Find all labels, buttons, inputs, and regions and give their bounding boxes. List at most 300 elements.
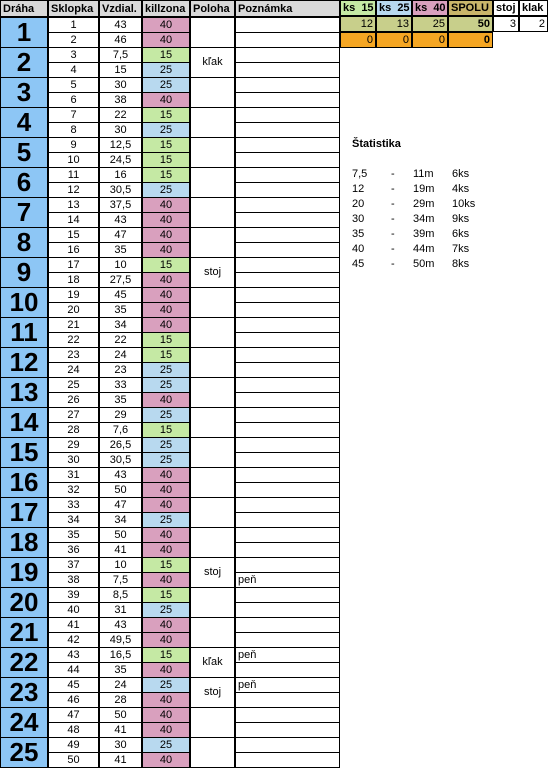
sklopka-cell: 20 [48,302,99,318]
draha-number: 20 [0,587,48,618]
poznamka-cell [235,302,340,318]
vzdial-cell: 10 [99,257,142,273]
stat-to: 50m [413,258,435,270]
sklopka-cell: 24 [48,362,99,378]
poznamka-cell [235,317,340,333]
statistika-title: Štatistika [352,138,401,150]
header-sklopka: Sklopka [48,0,99,17]
draha-number: 11 [0,317,48,348]
sklopka-cell: 44 [48,662,99,678]
poznamka-cell [235,617,340,633]
sklopka-cell: 13 [48,197,99,213]
sklopka-cell: 48 [48,722,99,738]
draha-number: 8 [0,227,48,258]
sklopka-cell: 40 [48,602,99,618]
sklopka-cell: 22 [48,332,99,348]
poznamka-cell [235,227,340,243]
sklopka-cell: 28 [48,422,99,438]
vzdial-cell: 49,5 [99,632,142,648]
sklopka-cell: 29 [48,437,99,453]
draha-number: 1 [0,17,48,48]
poloha-cell: kľak [190,47,235,78]
summary-zero-k15: 0 [340,32,376,48]
vzdial-cell: 8,5 [99,587,142,603]
poznamka-cell [235,392,340,408]
poznamka-cell [235,92,340,108]
killzona-cell: 15 [142,422,190,438]
poloha-cell [190,347,235,378]
poznamka-cell [235,182,340,198]
sklopka-cell: 30 [48,452,99,468]
poznamka-cell [235,452,340,468]
poloha-cell [190,77,235,108]
vzdial-cell: 23 [99,362,142,378]
killzona-cell: 25 [142,77,190,93]
vzdial-cell: 16,5 [99,647,142,663]
vzdial-cell: 22 [99,332,142,348]
poznamka-cell [235,212,340,228]
draha-number: 16 [0,467,48,498]
draha-number: 14 [0,407,48,438]
poznamka-cell [235,722,340,738]
sklopka-cell: 39 [48,587,99,603]
poznamka-cell [235,497,340,513]
sklopka-cell: 23 [48,347,99,363]
draha-number: 15 [0,437,48,468]
killzona-cell: 40 [142,617,190,633]
killzona-cell: 25 [142,452,190,468]
sklopka-cell: 31 [48,467,99,483]
vzdial-cell: 34 [99,317,142,333]
vzdial-cell: 47 [99,497,142,513]
summary-spolu-header: SPOLU [448,0,493,16]
sklopka-cell: 49 [48,737,99,753]
killzona-cell: 40 [142,92,190,108]
draha-number: 5 [0,137,48,168]
poznamka-cell [235,197,340,213]
killzona-cell: 25 [142,512,190,528]
summary-count-klak: 2 [519,16,548,32]
vzdial-cell: 7,5 [99,572,142,588]
poloha-cell [190,737,235,768]
killzona-cell: 25 [142,182,190,198]
sklopka-cell: 46 [48,692,99,708]
draha-number: 6 [0,167,48,198]
stat-to: 34m [413,213,435,225]
poznamka-cell [235,332,340,348]
poloha-cell [190,497,235,528]
killzona-cell: 25 [142,377,190,393]
sklopka-cell: 50 [48,752,99,768]
poznamka-cell [235,362,340,378]
summary-k15-label: ks [343,2,356,14]
poznamka-cell [235,482,340,498]
killzona-cell: 15 [142,47,190,63]
stat-count: 10ks [452,198,476,210]
poznamka-cell [235,287,340,303]
poznamka-cell [235,752,340,768]
poznamka-cell: peň [235,572,340,588]
header-poloha: Poloha [190,0,235,17]
vzdial-cell: 30,5 [99,452,142,468]
poloha-cell [190,587,235,618]
stat-to: 29m [413,198,435,210]
killzona-cell: 40 [142,392,190,408]
vzdial-cell: 10 [99,557,142,573]
vzdial-cell: 38 [99,92,142,108]
poloha-cell [190,707,235,738]
vzdial-cell: 15 [99,62,142,78]
vzdial-cell: 28 [99,692,142,708]
poznamka-cell [235,692,340,708]
stat-dash: - [391,183,395,195]
killzona-cell: 40 [142,482,190,498]
killzona-cell: 40 [142,527,190,543]
poloha-cell: stoj [190,257,235,288]
killzona-cell: 40 [142,197,190,213]
sklopka-cell: 34 [48,512,99,528]
poznamka-cell: peň [235,647,340,663]
vzdial-cell: 45 [99,287,142,303]
poloha-cell [190,617,235,648]
killzona-cell: 15 [142,167,190,183]
vzdial-cell: 50 [99,482,142,498]
killzona-cell: 25 [142,602,190,618]
poznamka-cell [235,167,340,183]
sklopka-cell: 43 [48,647,99,663]
vzdial-cell: 30,5 [99,182,142,198]
draha-number: 19 [0,557,48,588]
sklopka-cell: 14 [48,212,99,228]
summary-zero-k25: 0 [376,32,412,48]
killzona-cell: 40 [142,287,190,303]
vzdial-cell: 37,5 [99,197,142,213]
stat-dash: - [391,258,395,270]
poznamka-cell [235,707,340,723]
killzona-cell: 25 [142,437,190,453]
header-killzona: killzona [142,0,190,17]
draha-number: 4 [0,107,48,138]
summary-k25-value-label: 25 [397,2,410,14]
sklopka-cell: 7 [48,107,99,123]
vzdial-cell: 24 [99,677,142,693]
summary-count-spolu: 50 [448,16,493,32]
sklopka-cell: 16 [48,242,99,258]
vzdial-cell: 35 [99,662,142,678]
summary-count-k40: 25 [412,16,448,32]
poznamka-cell [235,122,340,138]
killzona-cell: 40 [142,272,190,288]
stat-dash: - [391,213,395,225]
poloha-cell: stoj [190,677,235,708]
poznamka-cell [235,107,340,123]
vzdial-cell: 47 [99,227,142,243]
poznamka-cell [235,377,340,393]
stat-dash: - [391,168,395,180]
sklopka-cell: 38 [48,572,99,588]
sklopka-cell: 5 [48,77,99,93]
poloha-cell [190,317,235,348]
summary-k25-header [376,0,412,16]
stat-from: 20 [352,198,365,210]
poznamka-cell [235,587,340,603]
draha-number: 3 [0,77,48,108]
poznamka-cell [235,347,340,363]
vzdial-cell: 43 [99,212,142,228]
poznamka-cell [235,467,340,483]
sklopka-cell: 27 [48,407,99,423]
draha-number: 12 [0,347,48,378]
header-draha: Dráha [0,0,48,17]
stat-count: 6ks [452,168,470,180]
sklopka-cell: 26 [48,392,99,408]
killzona-cell: 40 [142,467,190,483]
vzdial-cell: 33 [99,377,142,393]
sklopka-cell: 42 [48,632,99,648]
stat-from: 30 [352,213,365,225]
poloha-cell [190,467,235,498]
stat-from: 12 [352,183,365,195]
stat-dash: - [391,228,395,240]
vzdial-cell: 26,5 [99,437,142,453]
poznamka-cell [235,632,340,648]
vzdial-cell: 24,5 [99,152,142,168]
stat-from: 40 [352,243,365,255]
summary-count-k15: 12 [340,16,376,32]
stat-to: 11m [413,168,434,180]
killzona-cell: 40 [142,497,190,513]
stat-to: 44m [413,243,435,255]
poznamka-cell [235,512,340,528]
poloha-cell [190,287,235,318]
killzona-cell: 15 [142,557,190,573]
sklopka-cell: 8 [48,122,99,138]
draha-number: 9 [0,257,48,288]
sklopka-cell: 1 [48,17,99,33]
vzdial-cell: 41 [99,542,142,558]
poznamka-cell [235,422,340,438]
killzona-cell: 15 [142,587,190,603]
vzdial-cell: 43 [99,467,142,483]
stat-count: 9ks [452,213,470,225]
summary-k15-value-label: 15 [361,2,374,14]
killzona-cell: 40 [142,317,190,333]
vzdial-cell: 41 [99,722,142,738]
vzdial-cell: 30 [99,737,142,753]
poloha-cell [190,437,235,468]
vzdial-cell: 50 [99,707,142,723]
summary-count-stoj: 3 [493,16,519,32]
killzona-cell: 25 [142,62,190,78]
poloha-cell: kľak [190,647,235,678]
sklopka-cell: 41 [48,617,99,633]
draha-number: 23 [0,677,48,708]
killzona-cell: 40 [142,227,190,243]
sklopka-cell: 17 [48,257,99,273]
summary-k40-label: ks [415,2,428,14]
vzdial-cell: 29 [99,407,142,423]
vzdial-cell: 31 [99,602,142,618]
poznamka-cell [235,602,340,618]
poloha-cell [190,167,235,198]
killzona-cell: 15 [142,332,190,348]
poznamka-cell [235,557,340,573]
killzona-cell: 15 [142,347,190,363]
killzona-cell: 15 [142,257,190,273]
summary-count-k25: 13 [376,16,412,32]
summary-k15-header [340,0,376,16]
poznamka-cell [235,242,340,258]
vzdial-cell: 43 [99,17,142,33]
sklopka-cell: 15 [48,227,99,243]
poznamka-cell [235,272,340,288]
killzona-cell: 25 [142,122,190,138]
killzona-cell: 40 [142,542,190,558]
killzona-cell: 40 [142,17,190,33]
poznamka-cell [235,47,340,63]
killzona-cell: 40 [142,752,190,768]
poznamka-cell [235,437,340,453]
poznamka-cell [235,737,340,753]
sklopka-cell: 45 [48,677,99,693]
sklopka-cell: 21 [48,317,99,333]
poznamka-cell [235,257,340,273]
sklopka-cell: 19 [48,287,99,303]
poloha-cell [190,17,235,48]
killzona-cell: 25 [142,407,190,423]
poloha-cell [190,407,235,438]
vzdial-cell: 35 [99,392,142,408]
killzona-cell: 40 [142,212,190,228]
draha-number: 2 [0,47,48,78]
summary-stoj-header: stoj [493,0,519,16]
poloha-cell [190,227,235,258]
poznamka-cell [235,542,340,558]
summary-k40-value-label: 40 [433,2,446,14]
stat-count: 8ks [452,258,470,270]
sklopka-cell: 11 [48,167,99,183]
summary-klak-header: klak [519,0,548,16]
poloha-cell [190,137,235,168]
poloha-cell [190,197,235,228]
vzdial-cell: 35 [99,302,142,318]
poznamka-cell [235,62,340,78]
poznamka-cell [235,527,340,543]
vzdial-cell: 41 [99,752,142,768]
killzona-cell: 15 [142,647,190,663]
sklopka-cell: 12 [48,182,99,198]
vzdial-cell: 12,5 [99,137,142,153]
poloha-cell [190,527,235,558]
poznamka-cell [235,77,340,93]
stat-count: 4ks [452,183,470,195]
poznamka-cell [235,32,340,48]
draha-number: 10 [0,287,48,318]
vzdial-cell: 30 [99,77,142,93]
draha-number: 7 [0,197,48,228]
draha-number: 21 [0,617,48,648]
poloha-cell [190,377,235,408]
stat-from: 45 [352,258,365,270]
summary-zero-k40: 0 [412,32,448,48]
killzona-cell: 40 [142,707,190,723]
summary-k40-header [412,0,448,16]
poznamka-cell: peň [235,677,340,693]
stat-from: 7,5 [352,168,368,180]
poznamka-cell [235,17,340,33]
killzona-cell: 40 [142,302,190,318]
poznamka-cell [235,137,340,153]
sklopka-cell: 4 [48,62,99,78]
killzona-cell: 40 [142,632,190,648]
sklopka-cell: 35 [48,527,99,543]
killzona-cell: 40 [142,722,190,738]
sklopka-cell: 9 [48,137,99,153]
vzdial-cell: 43 [99,617,142,633]
killzona-cell: 40 [142,242,190,258]
poznamka-cell [235,152,340,168]
sklopka-cell: 10 [48,152,99,168]
draha-number: 25 [0,737,48,768]
vzdial-cell: 34 [99,512,142,528]
vzdial-cell: 7,6 [99,422,142,438]
header-vzdial: Vzdial. [99,0,142,17]
stat-to: 19m [413,183,435,195]
poloha-cell [190,107,235,138]
sklopka-cell: 33 [48,497,99,513]
poloha-cell: stoj [190,557,235,588]
draha-number: 22 [0,647,48,678]
sklopka-cell: 37 [48,557,99,573]
vzdial-cell: 35 [99,242,142,258]
killzona-cell: 15 [142,107,190,123]
stat-dash: - [391,198,395,210]
vzdial-cell: 24 [99,347,142,363]
killzona-cell: 15 [142,152,190,168]
draha-number: 17 [0,497,48,528]
sklopka-cell: 25 [48,377,99,393]
killzona-cell: 40 [142,32,190,48]
killzona-cell: 40 [142,572,190,588]
killzona-cell: 25 [142,737,190,753]
sklopka-cell: 18 [48,272,99,288]
draha-number: 13 [0,377,48,408]
vzdial-cell: 27,5 [99,272,142,288]
stat-count: 6ks [452,228,470,240]
stat-count: 7ks [452,243,470,255]
vzdial-cell: 22 [99,107,142,123]
draha-number: 24 [0,707,48,738]
vzdial-cell: 16 [99,167,142,183]
stat-to: 39m [413,228,435,240]
killzona-cell: 15 [142,137,190,153]
sklopka-cell: 6 [48,92,99,108]
sklopka-cell: 47 [48,707,99,723]
poznamka-cell [235,407,340,423]
killzona-cell: 40 [142,692,190,708]
killzona-cell: 25 [142,362,190,378]
sklopka-cell: 3 [48,47,99,63]
sklopka-cell: 36 [48,542,99,558]
killzona-cell: 40 [142,662,190,678]
sklopka-cell: 32 [48,482,99,498]
vzdial-cell: 50 [99,527,142,543]
killzona-cell: 25 [142,677,190,693]
summary-k25-label: ks [379,2,392,14]
draha-number: 18 [0,527,48,558]
sklopka-cell: 2 [48,32,99,48]
vzdial-cell: 7,5 [99,47,142,63]
